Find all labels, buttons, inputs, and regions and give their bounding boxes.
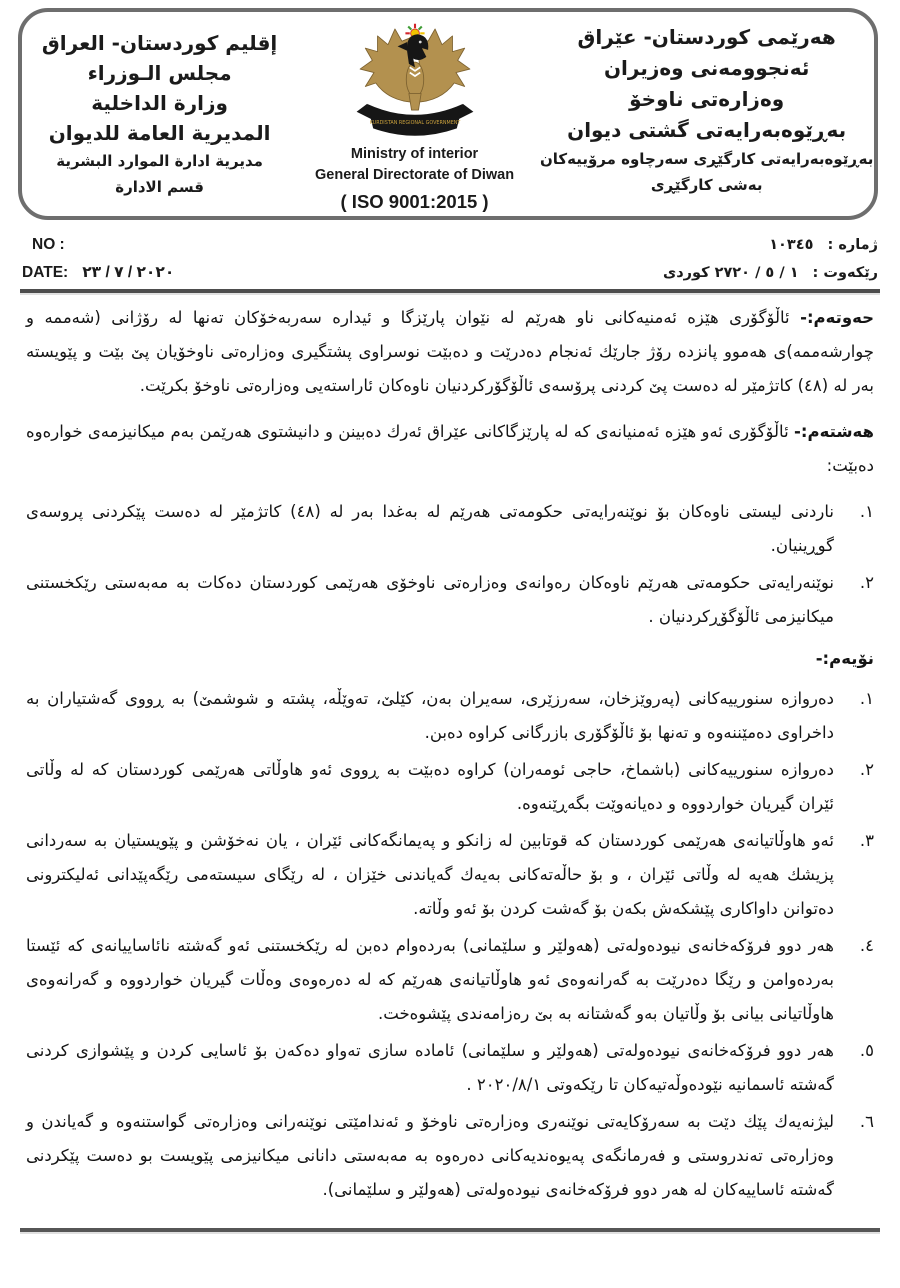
letter-body bbox=[26, 301, 874, 1215]
english-ministry-line: Ministry of interior bbox=[350, 146, 479, 162]
list-item bbox=[26, 929, 874, 1031]
date-line bbox=[22, 259, 174, 287]
no-line bbox=[22, 231, 174, 259]
kurdish-admin-section-line: بەشی کارگێڕی bbox=[650, 176, 763, 194]
letterhead-arabic-block bbox=[30, 22, 289, 200]
reference-latin bbox=[22, 231, 174, 287]
kurdish-date-label: رێکەوت : bbox=[812, 265, 878, 281]
arabic-admin-section-line: قسم الادارة bbox=[115, 178, 204, 196]
list-item-text: هەر دوو فرۆکەخانەی نیودەولەتی (هەولێر و سلێمانی) بەردەوام دەبن لە رێکخستنی ئەو گەشتە نائاساییانەی کە ئێستا بەردەوامن و رێگا دەدرێت بە گەرانەوەی ئەو هاوڵاتیانەی هەرێم کە لە دەرەوەی وەڵات گیریان خواردووە و گەرانەوەی هاوڵاتیانی بیانی بۆ وڵاتیان بەو گەشتانە بە بێ رەزامەندی پێشوەخت. bbox=[26, 936, 834, 1023]
section-eight-text: ئاڵۆگۆری ئەو هێزە ئەمنیانەی کە لە پارێزگاکانی عێراق ئەرك دەبینن و دانیشتوی هەرێمن بەم میکانیزمەی خوارەوە دەبێت: bbox=[26, 422, 874, 475]
section-seven-lead: حەوتەم:- bbox=[800, 308, 874, 327]
letterhead-kurdish-block bbox=[540, 22, 873, 198]
kurdish-region-line: هەرێمی کوردستان- عێراق bbox=[577, 25, 836, 49]
iso-certification-line: ( ISO 9001:2015 ) bbox=[340, 191, 489, 212]
list-item-number: ٢. bbox=[859, 573, 874, 592]
list-item-number: ١. bbox=[859, 689, 874, 708]
list-item bbox=[26, 566, 874, 634]
list-item bbox=[26, 1105, 874, 1207]
section-eight-lead: هەشتەم:- bbox=[794, 422, 875, 441]
list-item-number: ٤. bbox=[859, 936, 874, 955]
arabic-hr-directorate-line: مديرية ادارة الموارد البشرية bbox=[56, 152, 263, 170]
list-item-text: نوێنەرایەتی حکومەتی هەرێم ناوەکان رەوانەی وەزارەتی ناوخۆی هەرێمی کوردستان دەکات بە مەبەستی رێکخستنی میکانیزمی ئاڵۆگۆڕکردنیان . bbox=[26, 573, 834, 626]
list-item bbox=[26, 824, 874, 926]
section-eight-paragraph bbox=[26, 415, 874, 483]
list-item-text: دەروازە سنورییەکانی (باشماخ، حاجی ئومەران) کراوە دەبێت بە ڕووی ئەو هاوڵاتی هەرێمی کوردستان کە لە وڵاتی ئێران گیریان خواردووە و دەیانەوێت بگەڕێنەوە. bbox=[26, 760, 834, 813]
footer-divider-rule bbox=[20, 1228, 880, 1232]
list-item-text: ئەو هاوڵاتیانەی هەرێمی کوردستان کە قوتابین لە زانکو و پەیمانگەکانی ئێران ، یان نەخۆشن و پێویستیان بە سەردانی پزیشك هەیە لە وڵاتی ئێران ، و بۆ حاڵەتەکانی بەیەك گەیاندنی خێزان ، لە رێگای سیستەمی رێگەپێدانی ئەلیکترونی دەتوانن داواکاری پێشکەش بکەن بۆ گەشت کردن بۆ ئەو وڵاتە. bbox=[26, 831, 834, 918]
section-eight-list bbox=[26, 495, 874, 634]
arabic-region-line: إقليم كوردستان- العراق bbox=[41, 31, 278, 55]
no-label: NO : bbox=[32, 236, 65, 253]
kurdish-date-line bbox=[663, 259, 878, 287]
reference-block bbox=[22, 231, 878, 287]
krg-eagle-emblem bbox=[349, 22, 481, 144]
list-item-number: ٢. bbox=[859, 760, 874, 779]
kurdish-date-value: ١ / ٥ / ٢٧٢٠ کوردی bbox=[662, 265, 799, 281]
letterhead-center-block bbox=[289, 22, 540, 215]
list-item-text: هەر دوو فرۆکەخانەی نیودەولەتی (هەولێر و سلێمانی) ئامادە سازی تەواو دەکەن بۆ ئاسایی کردن و پێشوازی کردنی گەشتە ئاسمانیە نێودەوڵەتیەکان تا رێکەوتی ٢٠٢٠/٨/١ . bbox=[26, 1041, 834, 1094]
list-item bbox=[26, 495, 874, 563]
arabic-council-line: مجلس الـوزراء bbox=[87, 61, 232, 85]
kurdish-hr-directorate-line: بەڕێوەبەرایەتی کارگێڕی سەرچاوە مرۆییەکان bbox=[539, 150, 874, 168]
list-item-text: ناردنی لیستی ناوەکان بۆ نوێنەرایەتی حکومەتی هەرێم لە بەغدا بەر لە (٤٨) کاتژمێر لە دەست پێکردنی پروسەی گوڕینیان. bbox=[26, 502, 834, 555]
arabic-directorate-line: المديرية العامة للديوان bbox=[48, 121, 271, 145]
list-item-number: ١. bbox=[859, 502, 874, 521]
section-seven-text: ئاڵۆگۆری هێزە ئەمنیەکانی ناو هەرێم لە نێوان پارێزگا و ئیدارە سەربەخۆکان تەنها لە رۆژانی (شەممە و چوارشەممە)ی هەموو پانزدە رۆژ جارێك ئەنجام دەدرێت و دەبێت نوسراوی پشتگیری وەزارەتی ناوخۆیان پێ بێت و پێویستە بەر لە (٤٨) کاتژمێر لە دەست پێ کردنی پرۆسەی ئاڵۆگۆرکردنیان ناوەکان ئاراستەیی وەزارەتی ناوخۆ بکرێت. bbox=[26, 308, 874, 395]
list-item-text: دەروازە سنورییەکانی (پەروێزخان، سەرزێری، سەیران بەن، کێلێ، تەوێڵە، پشتە و شوشمێ) بە ڕووی گەشتیاران بە داخراوی دەمێننەوە و تەنها بۆ ئاڵۆگۆری بازرگانی کراوە دەبن. bbox=[26, 689, 834, 742]
number-label: ژماره : bbox=[827, 237, 878, 253]
number-value: ١٠٣٤٥ bbox=[769, 237, 814, 253]
kurdish-directorate-line: بەڕێوەبەرایەتی گشتی دیوان bbox=[567, 118, 847, 142]
reference-kurdish bbox=[663, 231, 878, 287]
list-item-number: ٥. bbox=[859, 1041, 874, 1060]
number-line bbox=[663, 231, 878, 259]
letterhead bbox=[18, 8, 878, 220]
section-seven-paragraph bbox=[26, 301, 874, 403]
list-item-number: ٣. bbox=[859, 831, 874, 850]
list-item-text: لیژنەیەك پێك دێت بە سەرۆکایەتی نوێنەری وەزارەتی ناوخۆ و ئەندامێتی نوێنەرانی وەزارەتی گواستنەوە و گەیاندن و وەزارەتی تەندروستی و فەرمانگەی پەیوەندیەکانی دەرەوە بە مەبەستی دانانی میکانیزمی پێویست بو دەست پێکردنی گەشتە ئاساییەکان لە هەر دوو فرۆکەخانەی نیودەولەتی (هەولێر و سلێمانی). bbox=[26, 1112, 834, 1199]
list-item bbox=[26, 753, 874, 821]
header-divider-rule bbox=[20, 289, 880, 293]
list-item bbox=[26, 1034, 874, 1102]
arabic-ministry-line: وزارة الداخلية bbox=[91, 91, 228, 115]
kurdish-ministry-line: وەزارەتی ناوخۆ bbox=[629, 87, 785, 111]
section-nine-heading: نۆیەم:- bbox=[815, 649, 874, 668]
list-item bbox=[26, 682, 874, 750]
english-directorate-line: General Directorate of Diwan bbox=[315, 167, 515, 183]
date-label: DATE: bbox=[22, 264, 69, 281]
list-item-number: ٦. bbox=[859, 1112, 874, 1131]
date-value: ٢٠٢٠ / ٧ / ٢٣ bbox=[82, 264, 175, 281]
kurdish-council-line: ئەنجوومەنی وەزیران bbox=[603, 56, 810, 80]
section-nine-list bbox=[26, 682, 874, 1207]
emblem-ribbon-text: KURDISTAN REGIONAL GOVERNMENT bbox=[369, 119, 460, 126]
